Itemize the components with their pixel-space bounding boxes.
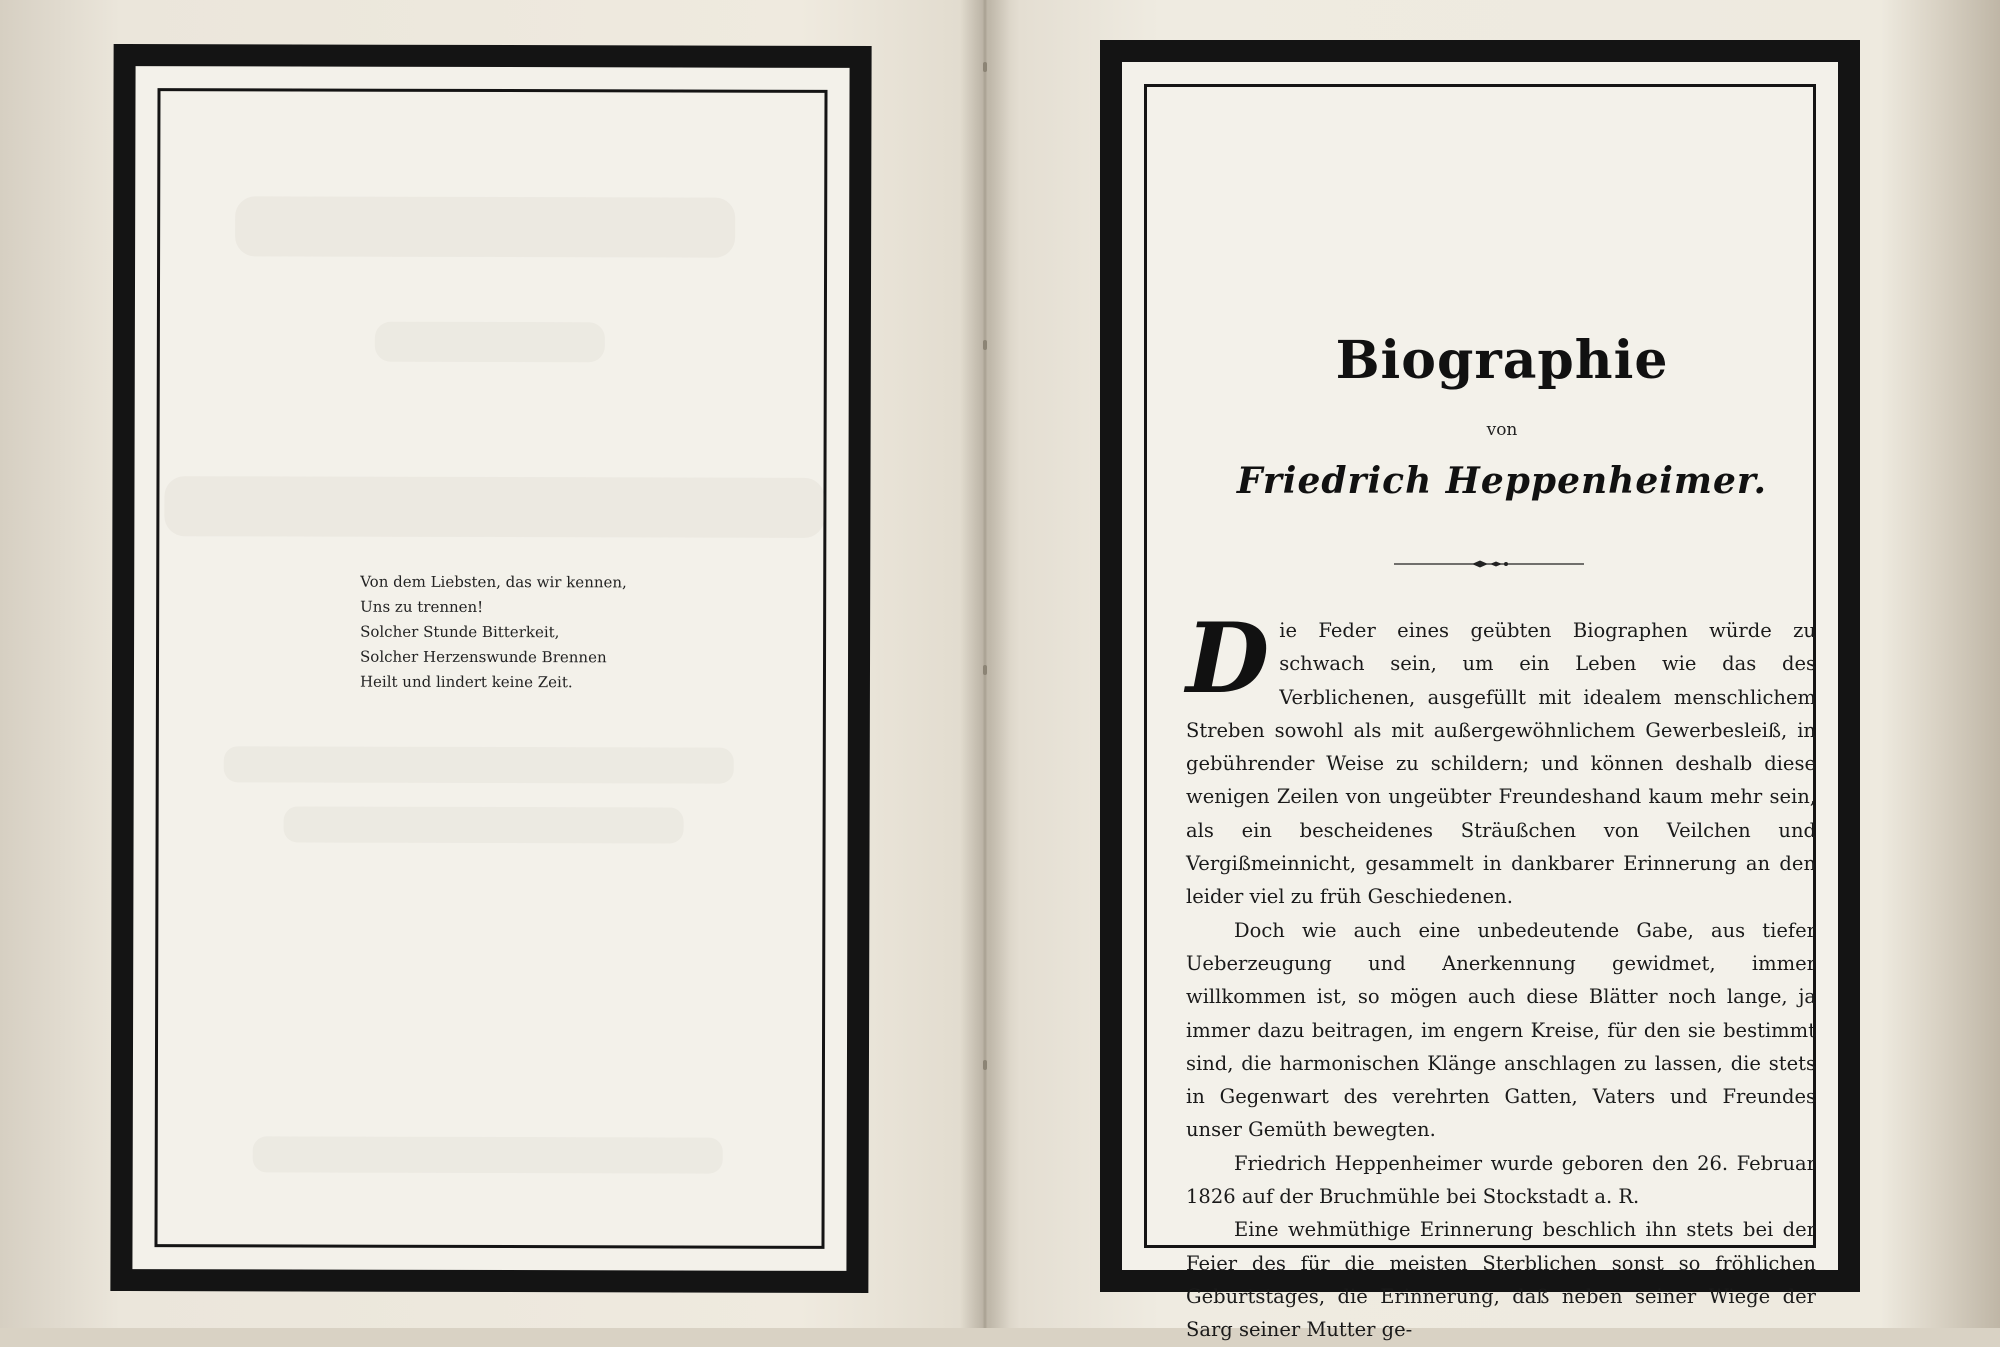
dropcap-letter: D (1186, 602, 1270, 715)
poem-line: Solcher Stunde Bitterkeit, (360, 622, 560, 642)
poem-line: Heilt und lindert keine Zeit. (359, 672, 573, 692)
poem-line: Von dem Liebsten, das wir kennen, (360, 572, 627, 592)
subject-name: Friedrich Heppenheimer. (1236, 460, 1768, 502)
right-mourning-frame (1100, 40, 1860, 1342)
poem-line: Solcher Herzenswunde Brennen (360, 647, 607, 667)
paragraph-4: Eine wehmüthige Erinnerung beschlich ihn stets bei der Feier des für die meisten Sterblichen sonst so fröhlichen Geburtstages, die Erinnerung, daß neben seiner Wiege der Sarg seiner Mutter ge- (1186, 1218, 1816, 1342)
left-page (0, 0, 982, 1328)
title-von: von (1486, 420, 1518, 440)
poem-line: Uns zu trennen! (360, 597, 484, 616)
page-title: Biographie (1335, 330, 1669, 391)
biography-text (1186, 602, 1816, 1347)
divider-ornament (1394, 559, 1584, 569)
paragraph-1 (1186, 602, 1816, 914)
paragraph-text: ie Feder eines geübten Biographen würde zu schwach sein, um ein Leben wie das des Verblichenen, ausgefüllt mit idealem menschlichem Streben sowohl als mit außergewöhnlichem Gewerbesleiß, in gebührender Weise zu schildern; und können deshalb diese wenigen Zeilen von ungeübter Freundeshand kaum mehr sein, als ein bescheidenes Sträußchen von Veilchen und Vergißmeinnicht, gesammelt in dankbarer Erinnerung an den leider viel zu früh Geschiedenen. (1186, 619, 1816, 909)
left-mourning-frame (110, 44, 871, 1293)
paragraph-3: Friedrich Heppenheimer wurde geboren den 26. Februar 1826 auf der Bruchmühle bei Stockstadt a. R. (1186, 1151, 1816, 1209)
poem-block (360, 570, 627, 696)
paragraph-2: Doch wie auch eine unbedeutende Gabe, aus tiefer Ueberzeugung und Anerkennung gewidmet, immer willkommen ist, so mögen auch diese Blätter noch lange, ja immer dazu beitragen, im engern Kreise, für den sie bestimmt sind, die harmonischen Klänge anschlagen zu lassen, die stets in Gegenwart des verehrten Gatten, Vaters und Freundes unser Gemüth bewegten. (1186, 918, 1816, 1142)
